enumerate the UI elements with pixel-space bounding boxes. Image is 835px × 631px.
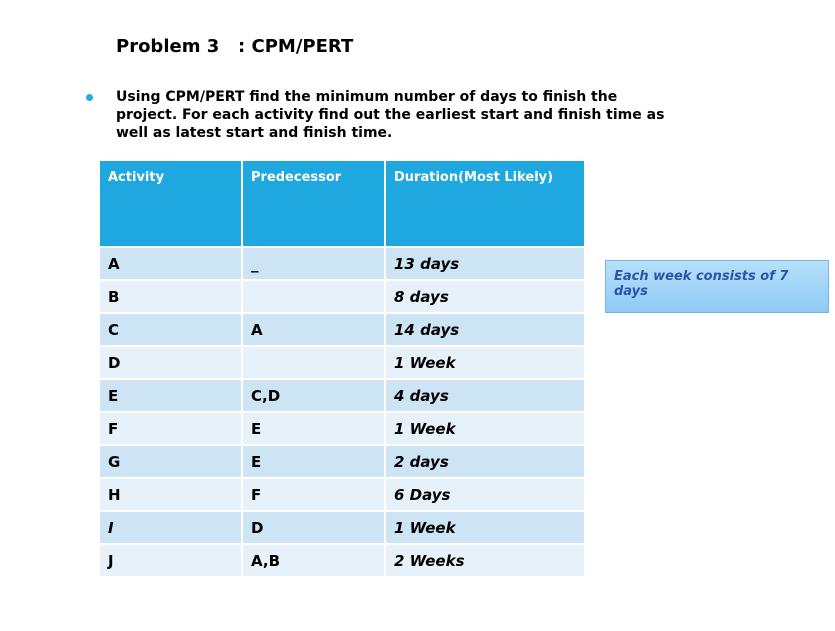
cell-predecessor: E <box>242 412 385 445</box>
table-row <box>99 412 585 445</box>
cell-activity: C <box>99 313 242 346</box>
cell-duration: 1 Week <box>385 346 585 379</box>
bullet-dot-icon <box>86 94 93 101</box>
cell-duration: 4 days <box>385 379 585 412</box>
cell-duration: 1 Week <box>385 511 585 544</box>
header-predecessor: Predecessor <box>242 160 385 247</box>
cell-predecessor: _ <box>242 247 385 280</box>
table-row <box>99 247 585 280</box>
cell-duration: 6 Days <box>385 478 585 511</box>
cell-duration: 14 days <box>385 313 585 346</box>
header-duration: Duration(Most Likely) <box>385 160 585 247</box>
cell-duration: 2 days <box>385 445 585 478</box>
cell-predecessor: A,B <box>242 544 385 577</box>
cell-activity: G <box>99 445 242 478</box>
cell-activity: B <box>99 280 242 313</box>
table-row <box>99 445 585 478</box>
table-header-row <box>99 160 585 247</box>
cell-activity: J <box>99 544 242 577</box>
slide-title: Problem 3 : CPM/PERT <box>116 36 354 57</box>
cell-activity: E <box>99 379 242 412</box>
table-row <box>99 280 585 313</box>
bullet-text: Using CPM/PERT find the minimum number of days to finish the project. For each activity find out the earliest start and finish time as well as latest start and finish time. <box>116 89 665 141</box>
cell-predecessor: F <box>242 478 385 511</box>
cell-duration: 13 days <box>385 247 585 280</box>
header-activity: Activity <box>99 160 242 247</box>
cell-duration: 1 Week <box>385 412 585 445</box>
note-callout: Each week consists of 7 days <box>605 260 829 313</box>
table-row <box>99 478 585 511</box>
cell-duration: 2 Weeks <box>385 544 585 577</box>
table-row <box>99 346 585 379</box>
cell-predecessor: A <box>242 313 385 346</box>
cell-activity: I <box>99 511 242 544</box>
table-row <box>99 313 585 346</box>
cell-predecessor: D <box>242 511 385 544</box>
table-row <box>99 511 585 544</box>
table-row <box>99 544 585 577</box>
cell-predecessor <box>242 346 385 379</box>
cell-predecessor: E <box>242 445 385 478</box>
table-row <box>99 379 585 412</box>
cell-activity: H <box>99 478 242 511</box>
cell-predecessor: C,D <box>242 379 385 412</box>
cell-activity: F <box>99 412 242 445</box>
cell-duration: 8 days <box>385 280 585 313</box>
cell-activity: A <box>99 247 242 280</box>
cell-predecessor <box>242 280 385 313</box>
cell-activity: D <box>99 346 242 379</box>
activity-table <box>98 159 586 578</box>
bullet-point <box>86 88 676 142</box>
